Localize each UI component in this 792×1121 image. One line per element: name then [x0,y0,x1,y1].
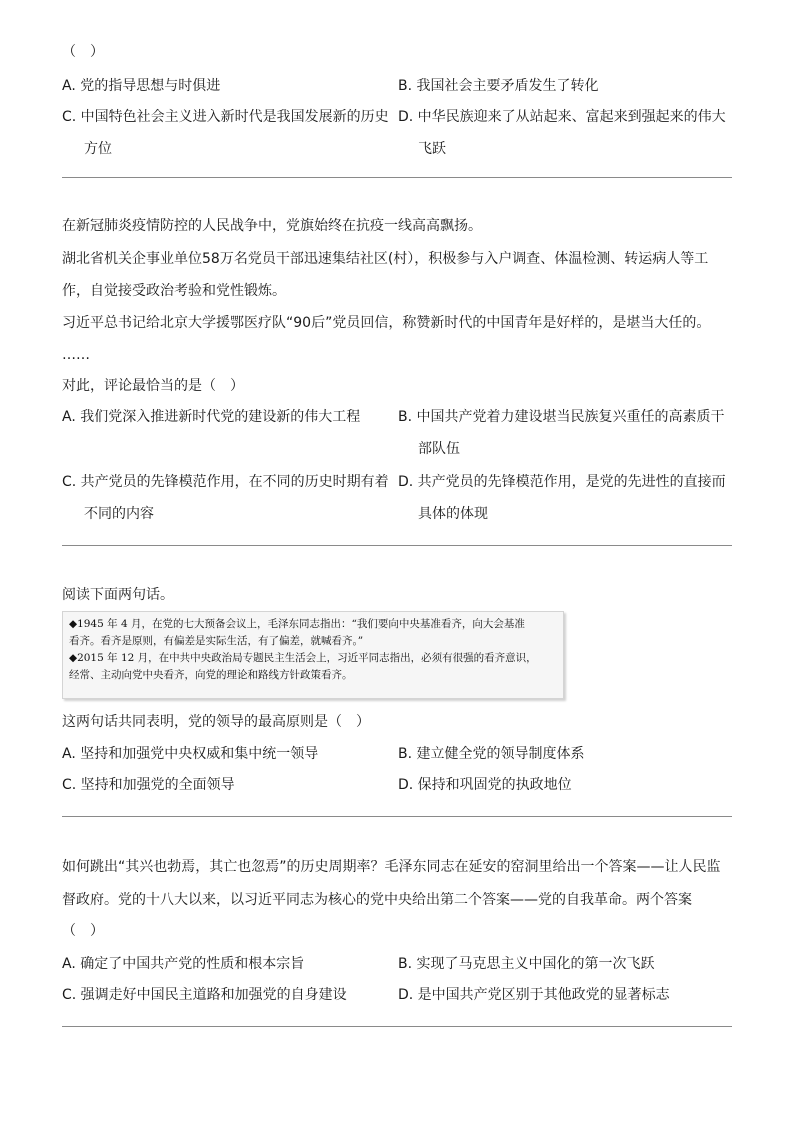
q3-option-a[interactable]: A. 坚持和加强党中央权威和集中统一领导 [62,746,319,762]
q3-option-c[interactable]: C. 坚持和加强党的全面领导 [62,777,235,793]
q3-quote-line: ◆2015 年 12 月，在中共中央政治局专题民主生活会上，习近平同志指出，必须有很强的看齐意识， [69,652,537,664]
q3-quote-line: 经常、主动向党中央看齐，向党的理论和路线方针政策看齐。 [69,669,353,681]
q3-quote-box [62,611,564,699]
q2-option-d-cont[interactable]: 具体的体现 [418,506,488,522]
q3-option-b[interactable]: B. 建立健全党的领导制度体系 [398,746,585,762]
divider [62,1026,732,1027]
divider [62,177,732,178]
q1-option-a[interactable]: A. 党的指导思想与时俱进 [62,78,221,94]
q3-question: 这两句话共同表明，党的领导的最高原则是（ ） [62,714,370,730]
divider [62,545,732,546]
q4-stem-line: 督政府。党的十八大以来，以习近平同志为核心的党中央给出第二个答案——党的自我革命。两个答案 [62,892,692,908]
q2-option-c-cont[interactable]: 不同的内容 [84,506,154,522]
q2-option-b-cont[interactable]: 部队伍 [418,441,460,457]
q2-option-a[interactable]: A. 我们党深入推进新时代党的建设新的伟大工程 [62,409,361,425]
q4-answer-paren: （ ） [62,923,104,939]
q2-stem-line: 作，自觉接受政治考验和党性锻炼。 [62,283,286,299]
q3-stem-line: 阅读下面两句话。 [62,587,174,603]
q4-option-b[interactable]: B. 实现了马克思主义中国化的第一次飞跃 [398,956,655,972]
q2-question: 对此，评论最恰当的是（ ） [62,378,244,394]
q3-option-d[interactable]: D. 保持和巩固党的执政地位 [398,777,572,793]
q2-option-d[interactable]: D. 共产党员的先锋模范作用，是党的先进性的直接而 [398,474,726,490]
q2-option-b[interactable]: B. 中国共产党着力建设堪当民族复兴重任的高素质干 [398,409,725,425]
q4-option-c[interactable]: C. 强调走好中国民主道路和加强党的自身建设 [62,987,347,1003]
q2-ellipsis: …… [62,347,90,363]
q1-option-c[interactable]: C. 中国特色社会主义进入新时代是我国发展新的历史 [62,109,389,125]
q4-option-d[interactable]: D. 是中国共产党区别于其他政党的显著标志 [398,987,670,1003]
q1-option-d[interactable]: D. 中华民族迎来了从站起来、富起来到强起来的伟大 [398,109,726,125]
q3-quote-line: 看齐。看齐是原则，有偏差是实际生活，有了偏差，就喊看齐。” [69,635,364,647]
q2-stem-line: 习近平总书记给北京大学援鄂医疗队“90后”党员回信，称赞新时代的中国青年是好样的，是堪当大任的。 [62,315,711,331]
q4-stem-line: 如何跳出“其兴也勃焉，其亡也忽焉”的历史周期率？毛泽东同志在延安的窑洞里给出一个答案——让人民监 [62,859,721,875]
q3-quote-line: ◆1945 年 4 月，在党的七大预备会议上，毛泽东同志指出：“我们要向中央基准看齐，向大会基准 [69,618,525,630]
q4-option-a[interactable]: A. 确定了中国共产党的性质和根本宗旨 [62,956,305,972]
q1-option-d-cont[interactable]: 飞跃 [418,141,446,157]
q1-option-c-cont[interactable]: 方位 [84,141,112,157]
q2-stem-line: 在新冠肺炎疫情防控的人民战争中，党旗始终在抗疫一线高高飘扬。 [62,218,482,234]
q1-option-b[interactable]: B. 我国社会主要矛盾发生了转化 [398,78,599,94]
q2-stem-line: 湖北省机关企事业单位58万名党员干部迅速集结社区(村），积极参与入户调查、体温检测、转运病人等工 [62,251,709,267]
q1-answer-paren: （ ） [62,44,104,60]
q2-option-c[interactable]: C. 共产党员的先锋模范作用，在不同的历史时期有着 [62,474,389,490]
divider [62,816,732,817]
